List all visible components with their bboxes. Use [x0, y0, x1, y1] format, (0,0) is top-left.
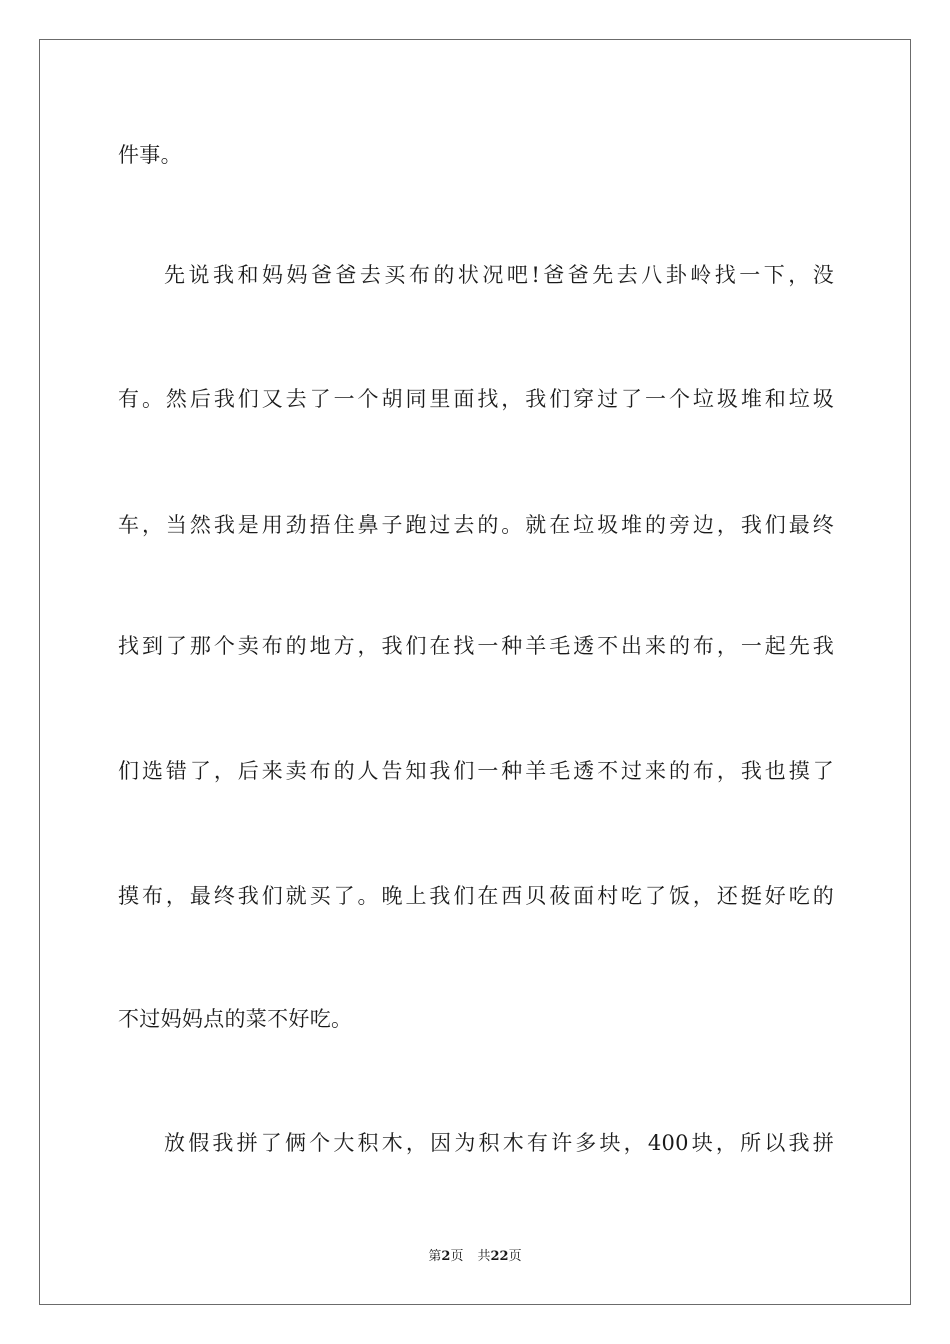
total-suffix: 页 — [508, 1249, 522, 1264]
paragraph-line-6: 摸布，最终我们就买了。晚上我们在西贝莜面村吃了饭，还挺好吃的 — [118, 884, 834, 908]
text-line-1: 件事。 — [118, 143, 182, 167]
total-prefix: 共 — [477, 1249, 491, 1264]
page-prefix: 第 — [428, 1249, 442, 1264]
paragraph-line-1: 先说我和妈妈爸爸去买布的状况吧!爸爸先去八卦岭找一下，没 — [164, 263, 834, 287]
paragraph-line-4: 找到了那个卖布的地方，我们在找一种羊毛透不出来的布，一起先我 — [118, 634, 834, 658]
paragraph-line-2: 有。然后我们又去了一个胡同里面找，我们穿过了一个垃圾堆和垃圾 — [118, 387, 834, 411]
paragraph-line-5: 们选错了，后来卖布的人告知我们一种羊毛透不过来的布，我也摸了 — [118, 759, 834, 783]
page-border — [39, 39, 911, 1305]
paragraph-line-3: 车，当然我是用劲捂住鼻子跑过去的。就在垃圾堆的旁边，我们最终 — [118, 513, 834, 537]
paragraph-line-7: 不过妈妈点的菜不好吃。 — [118, 1007, 353, 1031]
page-footer — [0, 1248, 950, 1266]
total-pages: 22 — [490, 1249, 509, 1264]
paragraph-line-8: 放假我拼了俩个大积木，因为积木有许多块，400块，所以我拼 — [164, 1131, 834, 1155]
page-number: 2 — [441, 1249, 451, 1264]
page-suffix: 页 — [450, 1249, 464, 1264]
